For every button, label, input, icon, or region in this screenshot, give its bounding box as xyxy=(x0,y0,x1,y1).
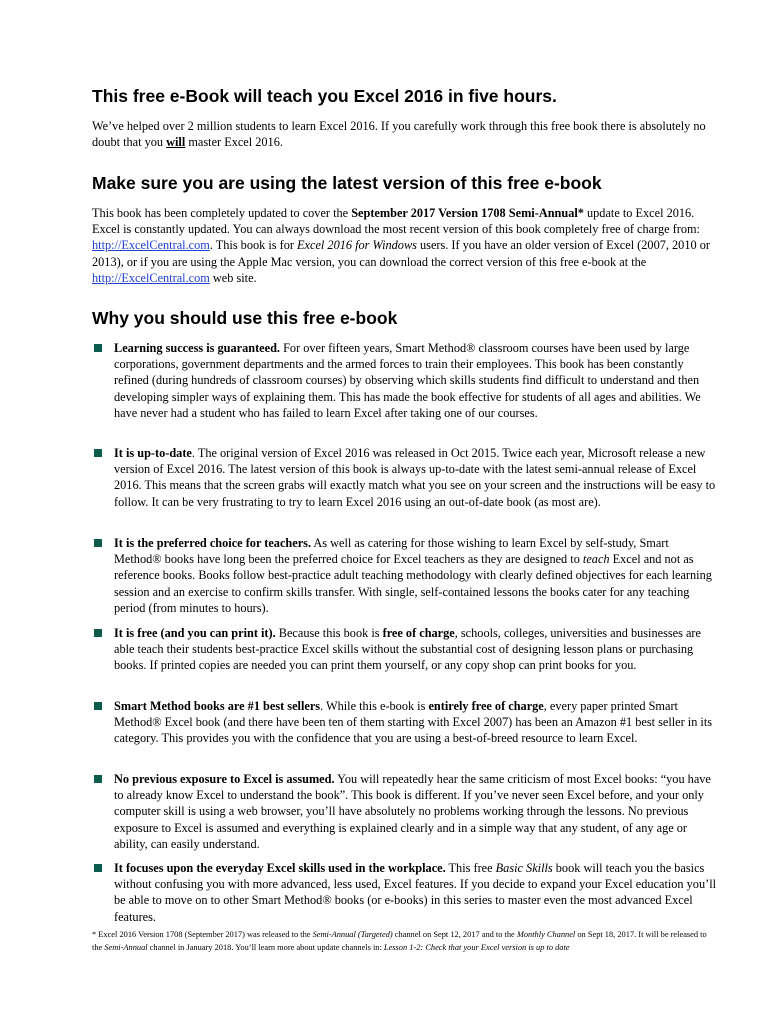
section-heading-why: Why you should use this free e-book xyxy=(92,308,398,328)
intro-paragraph xyxy=(92,118,717,150)
list-item xyxy=(114,535,718,616)
footnote-emphasis: Monthly Channel xyxy=(516,930,576,939)
excelcentral-link[interactable]: http://ExcelCentral.com xyxy=(92,238,210,253)
bullet-square-icon xyxy=(94,344,102,352)
bullet-lead: It is free (and you can print it). xyxy=(114,626,276,640)
version-text: web site. xyxy=(209,270,257,285)
bullet-text: This free xyxy=(445,861,496,875)
bullet-text: , every paper printed Smart Method® Excel book (and there have been ten of them starting with Excel 2007) has been an Amazon #1 best seller in its category. This provides you with the confidence that you are using a best-of-breed resource to learn Excel. xyxy=(114,699,713,746)
bullet-square-icon xyxy=(94,864,102,872)
bullet-text: , schools, colleges, universities and businesses are able teach their students best-practice Excel skills without the substantial cost of designing lesson plans or purchasing books. If printed copies are needed you can print them yourself, or any copy shop can print books for you. xyxy=(114,626,701,673)
bullet-emphasis: entirely free of charge xyxy=(428,699,544,713)
bullet-text: book will teach you the basics without confusing you with more advanced, less used, Excel features. If you decide to expand your Excel education you’ll be able to move on to other Smart Method® books (or e-books) in this series to master even the most advanced Excel features. xyxy=(114,861,717,924)
bullet-square-icon xyxy=(94,449,102,457)
list-item xyxy=(114,340,718,421)
bullet-lead: It is up-to-date xyxy=(114,446,192,460)
bullet-lead: It focuses upon the everyday Excel skills used in the workplace. xyxy=(114,861,446,875)
version-text: This book has been completely updated to cover the xyxy=(92,206,352,220)
list-item xyxy=(114,698,718,747)
version-text: users. If you have an older version of Excel (2007, 2010 or 2013), or if you are using the Apple Mac version, you can download the correct version of this free e-book at the xyxy=(92,238,710,269)
footnote-text: on Sept 18, 2017. It will be released to the xyxy=(92,930,707,952)
footnote-text: * Excel 2016 Version 1708 (September 2017) was released to the xyxy=(92,930,313,939)
bullet-emphasis: free of charge xyxy=(382,626,455,640)
intro-emphasis: will xyxy=(166,135,186,150)
footnote-text: channel in January 2018. You’ll learn more about update channels in: xyxy=(147,942,384,952)
product-name: Excel 2016 for Windows xyxy=(297,238,417,253)
list-item xyxy=(114,445,718,510)
excelcentral-link[interactable]: http://ExcelCentral.com xyxy=(92,270,210,285)
footnote-text: channel on Sept 12, 2017 and to the xyxy=(392,930,517,939)
version-paragraph xyxy=(92,205,717,286)
bullet-square-icon xyxy=(94,702,102,710)
version-name: September 2017 Version 1708 Semi-Annual* xyxy=(351,206,584,220)
intro-text: We’ve helped over 2 million students to learn Excel 2016. If you carefully work through this free book there is absolutely no doubt that you xyxy=(92,119,706,150)
bullet-lead: No previous exposure to Excel is assumed. xyxy=(114,772,335,786)
bullet-lead: It is the preferred choice for teachers. xyxy=(114,536,312,550)
bullet-emphasis: teach xyxy=(582,552,610,567)
bullet-square-icon xyxy=(94,775,102,783)
footnote-emphasis: Lesson 1-2: Check that your Excel version is up to date xyxy=(383,942,570,952)
bullet-text: . The original version of Excel 2016 was released in Oct 2015. Twice each year, Microsoft release a new version of Excel 2016. The latest version of this book is always up-to-date with the latest semi-annual release of Excel 2016. This means that the screen grabs will exactly match what you see on your screen and the instructions will be easy to follow. It can be very frustrating to try to learn Excel 2016 using an out-of-date book (as most are). xyxy=(114,446,716,509)
bullet-text: Because this book is xyxy=(275,626,383,640)
bullet-text: . While this e-book is xyxy=(320,699,429,713)
intro-text-end: master Excel 2016. xyxy=(185,135,283,150)
page-title: This free e-Book will teach you Excel 2016 in five hours. xyxy=(92,86,557,106)
bullet-lead: Smart Method books are #1 best sellers xyxy=(114,699,321,713)
list-item xyxy=(114,771,718,852)
list-item xyxy=(114,625,718,674)
version-text: update to Excel 2016. Excel is constantly updated. You can always download the most recent version of this book completely free of charge from: xyxy=(92,206,700,237)
bullet-emphasis: Basic Skills xyxy=(495,861,553,875)
bullet-text: As well as catering for those wishing to learn Excel by self-study, Smart Method® books have long been the preferred choice for Excel teachers as they are designed to xyxy=(114,536,669,567)
list-item xyxy=(114,860,718,925)
bullet-square-icon xyxy=(94,629,102,637)
section-heading-version: Make sure you are using the latest version of this free e-book xyxy=(92,173,602,193)
footnote-emphasis: Semi-Annual xyxy=(104,942,148,952)
bullet-text: Excel and not as reference books. Books follow best-practice adult teaching methodology with clearly defined objectives for each learning session and an exercise to confirm skills transfer. With single, self-contained lessons the books cater for any teaching period (from minutes to hours). xyxy=(114,552,712,615)
version-text: . This book is for xyxy=(209,238,298,253)
bullet-text: For over fifteen years, Smart Method® classroom courses have been used by large corporations, government departments and the armed forces to train their employees. This book has been constantly refined (during hundreds of classroom courses) by observing which skills students find difficult to understand and then developing simpler ways of explaining them. This has made the book effective for students of all ages and abilities. We have never had a student who has failed to learn Excel after taking one of our courses. xyxy=(114,341,701,420)
bullet-lead: Learning success is guaranteed. xyxy=(114,341,281,355)
footnote xyxy=(92,929,718,954)
bullet-text: You will repeatedly hear the same criticism of most Excel books: “you have to already know Excel to understand the book”. This book is different. If you’ve never seen Excel before, and your only computer skill is using a web browser, you’ll have absolutely no problems working through the lessons. No previous exposure to Excel is assumed and everything is explained clearly and in a simple way that any student, of any age or ability, can easily understand. xyxy=(114,772,711,851)
footnote-emphasis: Semi-Annual (Targeted) xyxy=(312,930,393,939)
bullet-square-icon xyxy=(94,539,102,547)
